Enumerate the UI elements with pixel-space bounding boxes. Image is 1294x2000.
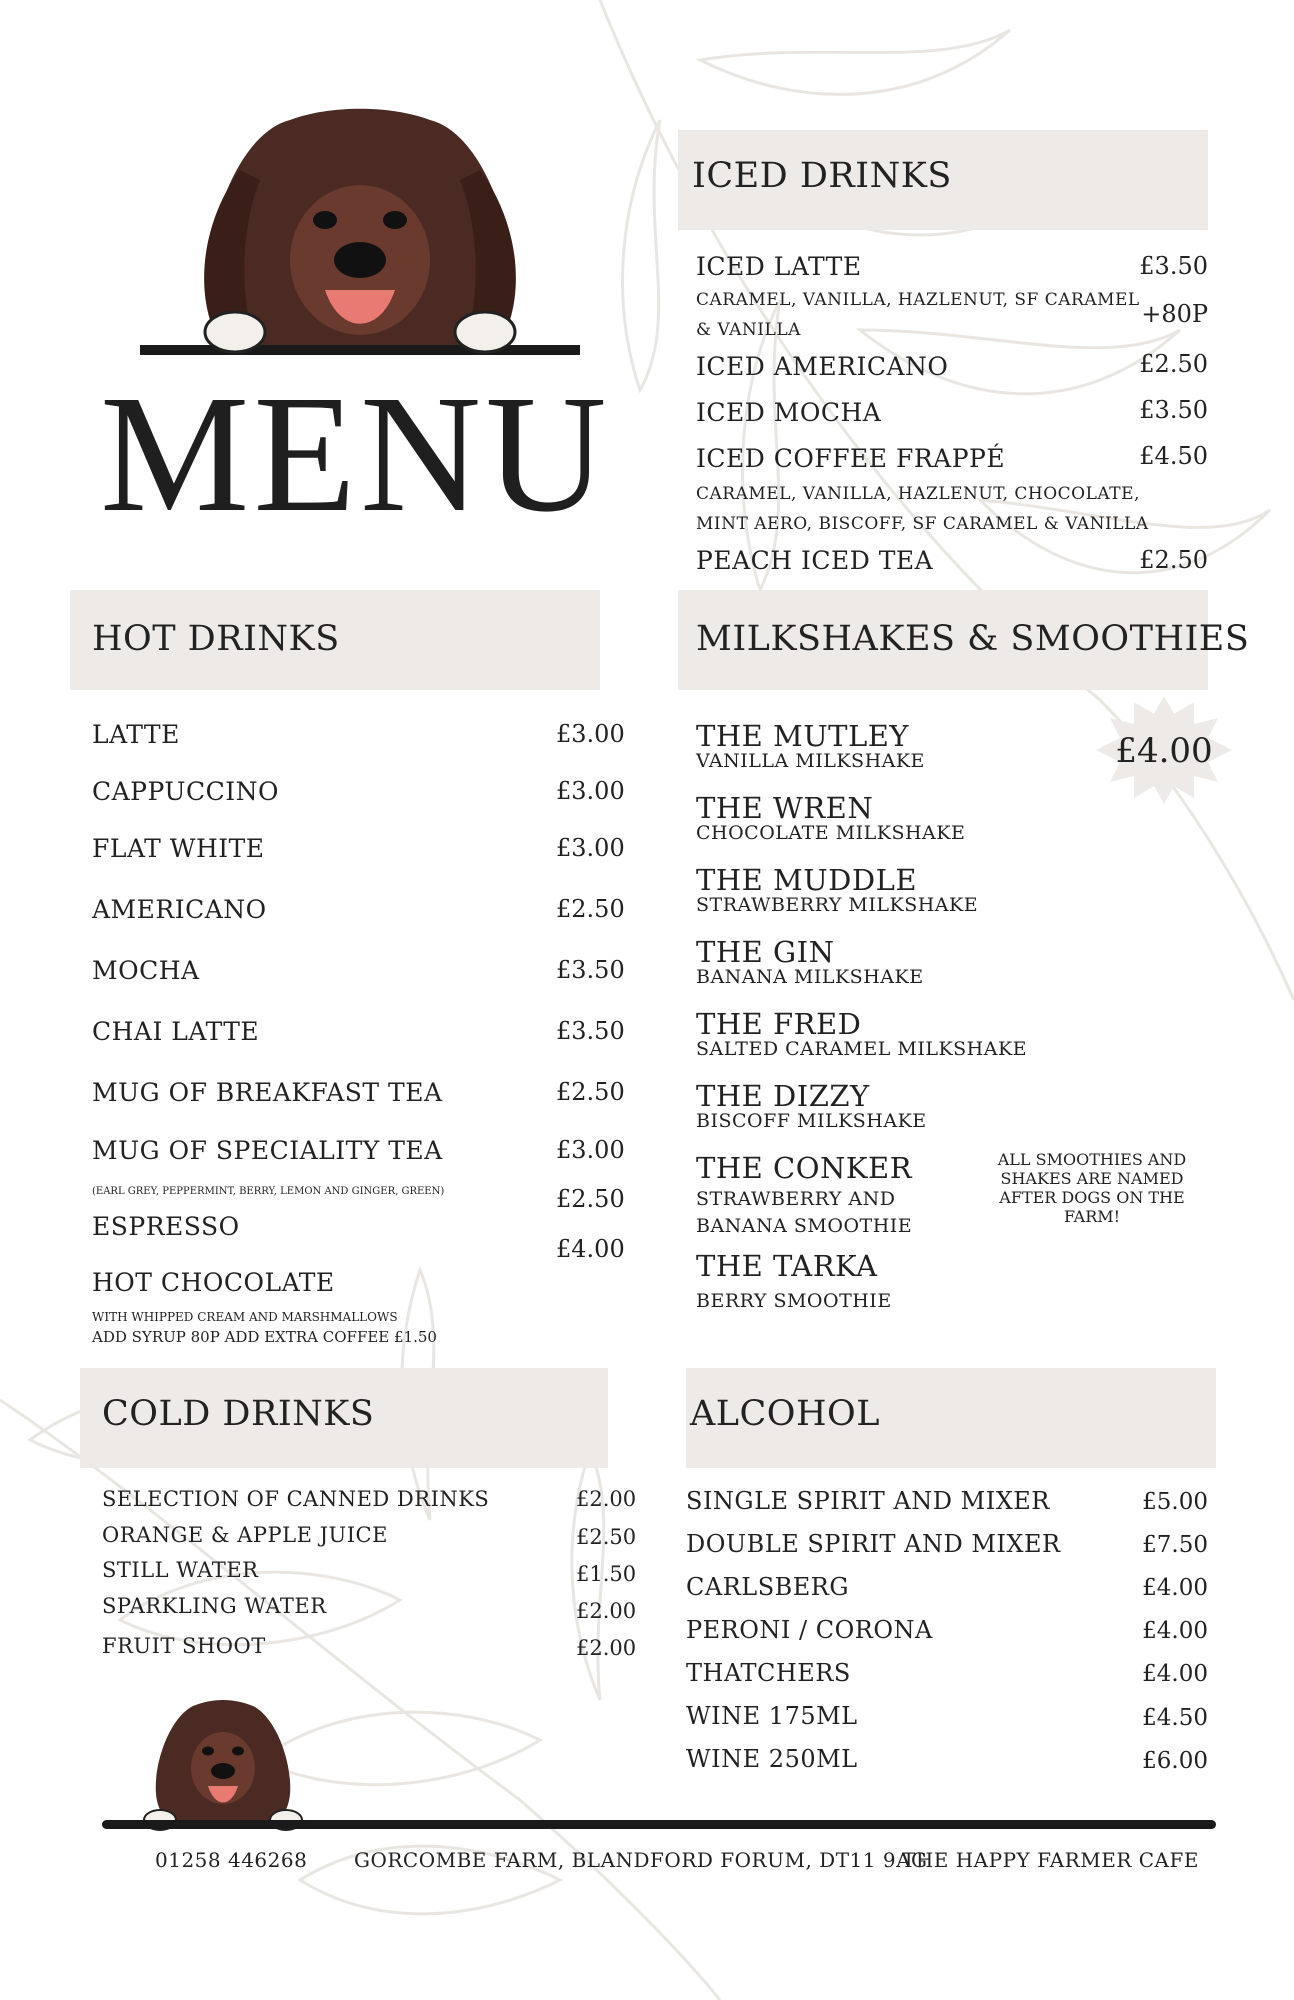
iced-americano-price: £2.50 bbox=[1139, 350, 1208, 378]
alcohol-wine-250-price: £6.00 bbox=[1142, 1748, 1208, 1774]
shake-muddle: THE MUDDLE bbox=[696, 863, 918, 897]
smoothie-tarka-desc: BERRY SMOOTHIE bbox=[696, 1290, 892, 1312]
hot-item-hot-chocolate: HOT CHOCOLATE bbox=[92, 1268, 335, 1297]
alcohol-wine-175-price: £4.50 bbox=[1142, 1705, 1208, 1731]
hot-item-espresso-price: £2.50 bbox=[556, 1185, 625, 1213]
cold-item-sparkling-water-price: £2.00 bbox=[576, 1599, 637, 1623]
iced-mocha-price: £3.50 bbox=[1139, 396, 1208, 424]
alcohol-thatchers: THATCHERS bbox=[686, 1659, 851, 1687]
hot-item-flat-white-price: £3.00 bbox=[556, 834, 625, 862]
alcohol-peroni-corona-price: £4.00 bbox=[1142, 1618, 1208, 1644]
iced-latte: ICED LATTE bbox=[696, 252, 862, 281]
cold-item-sparkling-water: SPARKLING WATER bbox=[102, 1594, 327, 1618]
shake-dizzy: THE DIZZY bbox=[696, 1079, 870, 1113]
iced-mocha: ICED MOCHA bbox=[696, 398, 882, 427]
footer-address: GORCOMBE FARM, BLANDFORD FORUM, DT11 9AG bbox=[354, 1848, 928, 1872]
shake-muddle-desc: STRAWBERRY MILKSHAKE bbox=[696, 894, 979, 916]
smoothie-tarka: THE TARKA bbox=[696, 1249, 878, 1283]
hot-item-breakfast-tea-price: £2.50 bbox=[556, 1078, 625, 1106]
iced-latte-options-1: CARAMEL, VANILLA, HAZLENUT, SF CARAMEL bbox=[696, 290, 1140, 310]
alcohol-double-spirit: DOUBLE SPIRIT AND MIXER bbox=[686, 1530, 1061, 1558]
hot-item-cappuccino-price: £3.00 bbox=[556, 777, 625, 805]
alcohol-peroni-corona: PERONI / CORONA bbox=[686, 1616, 933, 1644]
hot-item-chai-latte-price: £3.50 bbox=[556, 1017, 625, 1045]
iced-coffee-frappe: ICED COFFEE FRAPPÉ bbox=[696, 444, 1006, 473]
cold-item-fruit-shoot: FRUIT SHOOT bbox=[102, 1634, 266, 1658]
shake-fred-desc: SALTED CARAMEL MILKSHAKE bbox=[696, 1038, 1028, 1060]
dog-logo-icon bbox=[140, 100, 580, 380]
shake-mutley-desc: VANILLA MILKSHAKE bbox=[696, 750, 925, 772]
hot-item-hot-chocolate-price: £4.00 bbox=[556, 1235, 625, 1263]
hot-chocolate-note: WITH WHIPPED CREAM AND MARSHMALLOWS bbox=[92, 1310, 398, 1324]
speciality-tea-note: (EARL GREY, PEPPERMINT, BERRY, LEMON AND GINGER, GREEN) bbox=[92, 1186, 445, 1197]
shake-dizzy-desc: BISCOFF MILKSHAKE bbox=[696, 1110, 927, 1132]
hot-item-mocha: MOCHA bbox=[92, 956, 200, 985]
dog-names-note: ALL SMOOTHIES AND SHAKES ARE NAMED AFTER DOGS ON THE FARM! bbox=[997, 1150, 1187, 1226]
footer-cafe-name: THE HAPPY FARMER CAFE bbox=[902, 1848, 1199, 1872]
milkshakes-title: MILKSHAKES & SMOOTHIES bbox=[696, 619, 1250, 659]
cold-item-still-water-price: £1.50 bbox=[576, 1562, 637, 1586]
hot-drinks-title: HOT DRINKS bbox=[92, 619, 340, 659]
menu-title: MENU bbox=[100, 361, 611, 547]
shake-gin-desc: BANANA MILKSHAKE bbox=[696, 966, 924, 988]
hot-item-americano-price: £2.50 bbox=[556, 895, 625, 923]
hot-item-chai-latte: CHAI LATTE bbox=[92, 1017, 260, 1046]
cold-item-juice-price: £2.50 bbox=[576, 1525, 637, 1549]
footer-divider bbox=[102, 1820, 1216, 1829]
hot-item-mocha-price: £3.50 bbox=[556, 956, 625, 984]
hot-item-cappuccino: CAPPUCCINO bbox=[92, 777, 279, 806]
frappe-options-2: MINT AERO, BISCOFF, SF CARAMEL & VANILLA bbox=[696, 514, 1149, 534]
cold-item-fruit-shoot-price: £2.00 bbox=[576, 1636, 637, 1660]
cold-item-canned: SELECTION OF CANNED DRINKS bbox=[102, 1487, 490, 1511]
alcohol-carlsberg: CARLSBERG bbox=[686, 1573, 850, 1601]
smoothie-conker: THE CONKER bbox=[696, 1151, 913, 1185]
iced-americano: ICED AMERICANO bbox=[696, 352, 949, 381]
iced-drinks-title: ICED DRINKS bbox=[692, 156, 952, 196]
iced-latte-price: £3.50 bbox=[1139, 252, 1208, 280]
frappe-options-1: CARAMEL, VANILLA, HAZLENUT, CHOCOLATE, bbox=[696, 484, 1140, 504]
hot-item-espresso: ESPRESSO bbox=[92, 1212, 240, 1241]
shake-mutley: THE MUTLEY bbox=[696, 719, 910, 753]
hot-item-breakfast-tea: MUG OF BREAKFAST TEA bbox=[92, 1078, 443, 1107]
hot-item-americano: AMERICANO bbox=[92, 895, 267, 924]
alcohol-wine-175: WINE 175ML bbox=[686, 1702, 858, 1730]
alcohol-thatchers-price: £4.00 bbox=[1142, 1661, 1208, 1687]
alcohol-double-spirit-price: £7.50 bbox=[1142, 1532, 1208, 1558]
hot-item-latte: LATTE bbox=[92, 720, 180, 749]
smoothie-conker-desc-2: BANANA SMOOTHIE bbox=[696, 1215, 913, 1237]
iced-latte-options-2: & VANILLA bbox=[696, 320, 801, 340]
alcohol-wine-250: WINE 250ML bbox=[686, 1745, 858, 1773]
peach-iced-tea: PEACH ICED TEA bbox=[696, 546, 934, 575]
footer-phone: 01258 446268 bbox=[155, 1848, 308, 1872]
cold-item-juice: ORANGE & APPLE JUICE bbox=[102, 1523, 388, 1547]
shake-fred: THE FRED bbox=[696, 1007, 862, 1041]
cold-drinks-title: COLD DRINKS bbox=[102, 1394, 375, 1434]
cold-item-still-water: STILL WATER bbox=[102, 1558, 259, 1582]
hot-item-flat-white: FLAT WHITE bbox=[92, 834, 265, 863]
alcohol-single-spirit: SINGLE SPIRIT AND MIXER bbox=[686, 1487, 1050, 1515]
alcohol-title: ALCOHOL bbox=[690, 1394, 880, 1434]
milkshake-price: £4.00 bbox=[1115, 731, 1213, 771]
small-dog-icon bbox=[138, 1696, 308, 1832]
smoothie-conker-desc-1: STRAWBERRY AND bbox=[696, 1188, 896, 1210]
alcohol-carlsberg-price: £4.00 bbox=[1142, 1575, 1208, 1601]
hot-item-speciality-tea-price: £3.00 bbox=[556, 1136, 625, 1164]
hot-item-latte-price: £3.00 bbox=[556, 720, 625, 748]
cold-item-canned-price: £2.00 bbox=[576, 1487, 637, 1511]
hot-item-speciality-tea: MUG OF SPECIALITY TEA bbox=[92, 1136, 443, 1165]
iced-coffee-frappe-price: £4.50 bbox=[1139, 442, 1208, 470]
peach-iced-tea-price: £2.50 bbox=[1139, 546, 1208, 574]
alcohol-single-spirit-price: £5.00 bbox=[1142, 1489, 1208, 1515]
shake-wren: THE WREN bbox=[696, 791, 874, 825]
shake-gin: THE GIN bbox=[696, 935, 835, 969]
shake-wren-desc: CHOCOLATE MILKSHAKE bbox=[696, 822, 966, 844]
iced-latte-extra: +80P bbox=[1141, 300, 1208, 328]
hot-drinks-addons: ADD SYRUP 80P ADD EXTRA COFFEE £1.50 bbox=[92, 1328, 437, 1346]
